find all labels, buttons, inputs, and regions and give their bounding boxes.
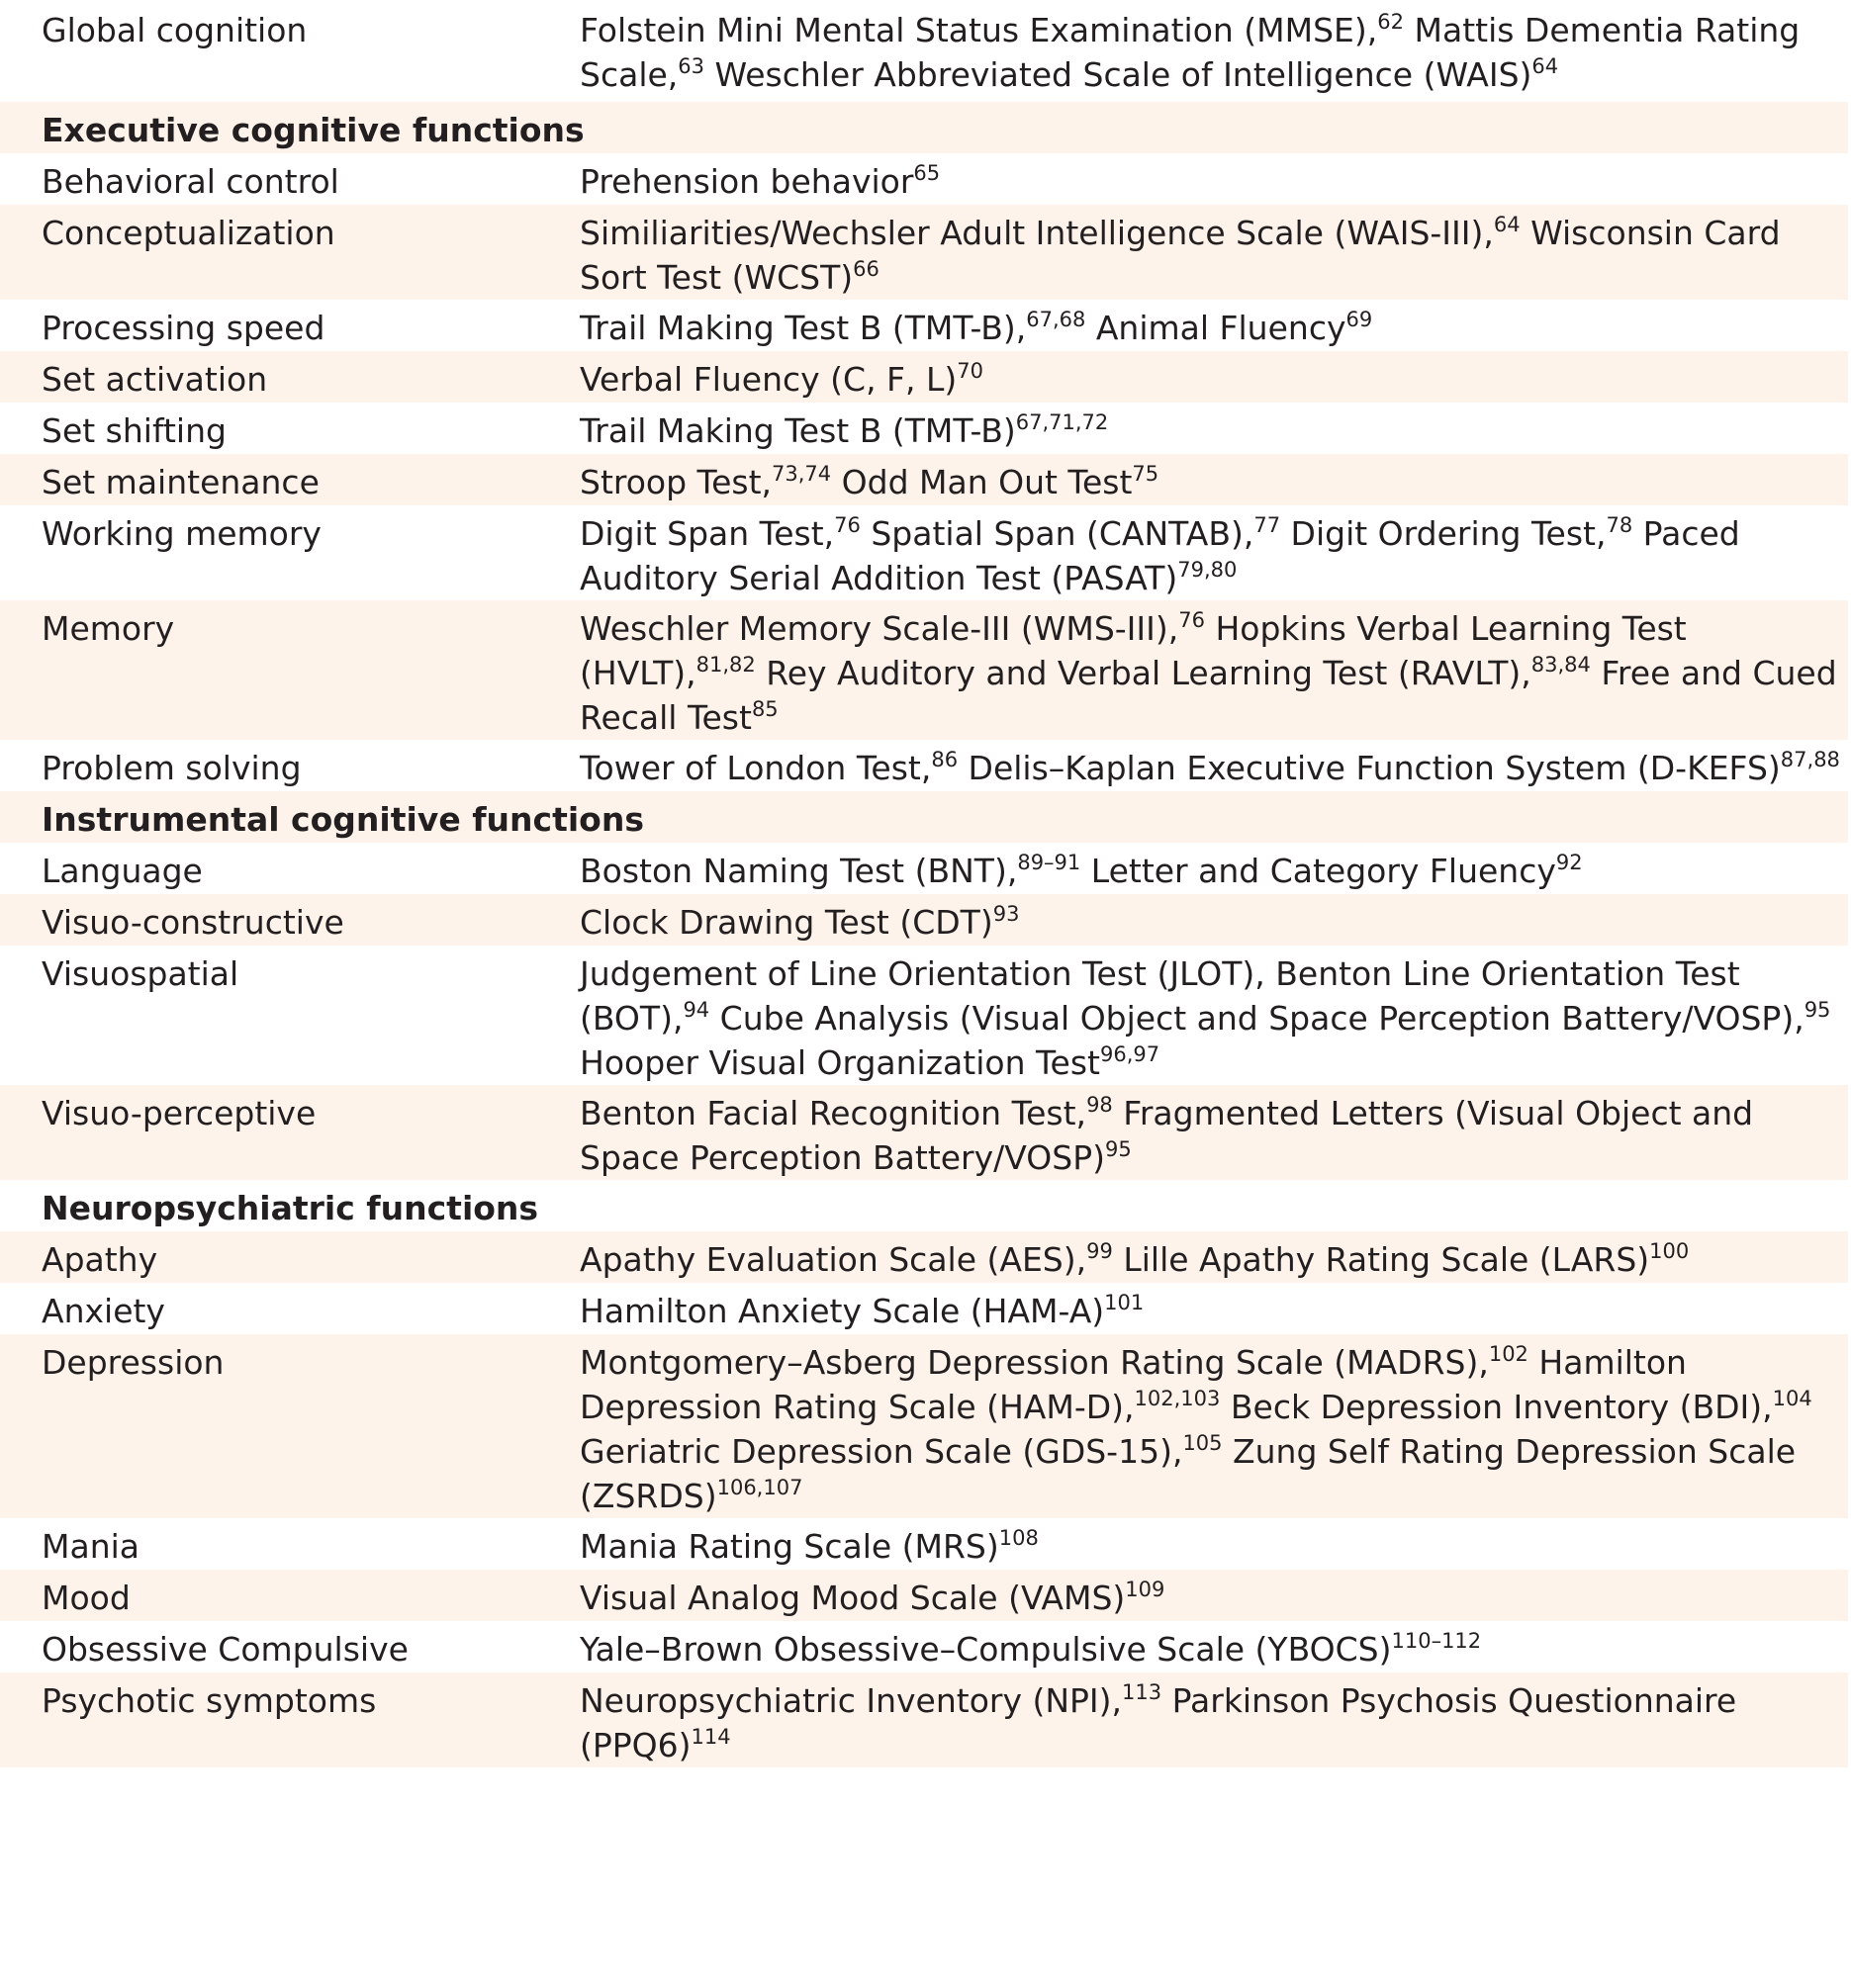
table-row: [0, 946, 1848, 1085]
function-label: Processing speed: [42, 309, 325, 347]
test-name: Similiarities/Wechsler Adult Intelligence Scale (WAIS-III),: [580, 214, 1494, 252]
test-name: Digit Ordering Test,: [1280, 514, 1607, 553]
function-label: Set shifting: [42, 411, 227, 450]
reference-superscript: 73,74: [772, 462, 832, 486]
test-name: Digit Span Test,: [580, 514, 835, 553]
test-list-cell: [580, 1518, 1848, 1570]
section-heading: Executive cognitive functions: [42, 111, 585, 149]
reference-superscript: 98: [1086, 1093, 1113, 1117]
test-name: Rey Auditory and Verbal Learning Test (RAVLT),: [755, 654, 1531, 692]
function-label: Obsessive Compulsive: [42, 1630, 409, 1669]
test-list-cell: [580, 1334, 1848, 1518]
reference-superscript: 69: [1345, 308, 1373, 331]
reference-superscript: 64: [1493, 213, 1521, 236]
test-list-cell: [580, 946, 1848, 1085]
reference-superscript: 108: [998, 1526, 1039, 1550]
test-name: Tower of London Test,: [580, 749, 932, 787]
function-label: Psychotic symptoms: [42, 1681, 377, 1720]
test-name: Fragmented Letters (Visual Object and Space Perception Battery/VOSP): [580, 1094, 1754, 1177]
reference-superscript: 110–112: [1391, 1629, 1482, 1653]
reference-superscript: 83,84: [1530, 653, 1591, 677]
test-list-cell: [580, 0, 1848, 102]
table-row: [0, 1621, 1848, 1672]
test-list-cell: [580, 894, 1848, 946]
test-name: Zung Self Rating Depression Scale (ZSRDS): [580, 1432, 1797, 1515]
test-name: Verbal Fluency (C, F, L): [580, 360, 958, 399]
table-row: [0, 403, 1848, 454]
reference-superscript: 79,80: [1177, 558, 1238, 582]
reference-superscript: 65: [913, 161, 941, 185]
table-row: [0, 454, 1848, 505]
function-label: Conceptualization: [42, 214, 335, 252]
test-name: Stroop Test,: [580, 463, 773, 501]
table-row: [0, 740, 1848, 791]
test-name: Prehension behavior: [580, 162, 914, 201]
reference-superscript: 93: [992, 902, 1020, 926]
reference-superscript: 64: [1531, 54, 1559, 78]
test-list-cell: [580, 300, 1848, 351]
table-row: [0, 600, 1848, 740]
reference-superscript: 104: [1772, 1387, 1812, 1410]
reference-superscript: 100: [1649, 1239, 1690, 1263]
test-name: Animal Fluency: [1085, 309, 1346, 347]
test-name: Odd Man Out Test: [831, 463, 1133, 501]
table-row: [0, 505, 1848, 600]
test-list-cell: [580, 843, 1848, 894]
test-list-cell: [580, 1672, 1848, 1767]
function-label: Behavioral control: [42, 162, 339, 201]
reference-superscript: 78: [1606, 513, 1633, 537]
table-row: [0, 1518, 1848, 1570]
test-list-cell: [580, 1570, 1848, 1621]
reference-superscript: 76: [1178, 608, 1205, 632]
test-name: Geriatric Depression Scale (GDS-15),: [580, 1432, 1183, 1471]
test-list-cell: [580, 1621, 1848, 1672]
function-label: Anxiety: [42, 1292, 165, 1330]
test-name: Benton Facial Recognition Test,: [580, 1094, 1087, 1132]
reference-superscript: 95: [1104, 1137, 1132, 1161]
test-name: Letter and Category Fluency: [1080, 852, 1556, 890]
table-row: [0, 153, 1848, 205]
test-name: Hamilton Anxiety Scale (HAM-A): [580, 1292, 1105, 1330]
test-list-cell: [580, 153, 1848, 205]
function-label: Set maintenance: [42, 463, 320, 501]
reference-superscript: 94: [683, 998, 710, 1022]
function-label: Apathy: [42, 1240, 158, 1279]
reference-superscript: 113: [1122, 1680, 1162, 1704]
test-name: Hopkins Verbal Learning Test (HVLT),: [580, 609, 1687, 692]
reference-superscript: 96,97: [1099, 1042, 1160, 1066]
reference-superscript: 66: [853, 257, 879, 281]
reference-superscript: 62: [1377, 10, 1405, 34]
test-name: Parkinson Psychosis Questionnaire (PPQ6): [580, 1681, 1737, 1764]
section-header-row: [0, 791, 1848, 843]
test-list-cell: [580, 505, 1848, 600]
table-row: [0, 1570, 1848, 1621]
reference-superscript: 81,82: [695, 653, 756, 677]
reference-superscript: 106,107: [716, 1476, 803, 1499]
test-name: Folstein Mini Mental Status Examination (MMSE),: [580, 11, 1378, 49]
test-name: Spatial Span (CANTAB),: [860, 514, 1254, 553]
function-label: Mood: [42, 1579, 131, 1617]
reference-superscript: 89–91: [1017, 851, 1081, 874]
section-heading: Neuropsychiatric functions: [42, 1189, 539, 1227]
reference-superscript: 86: [931, 748, 959, 771]
table-row: [0, 1231, 1848, 1283]
test-name: Yale–Brown Obsessive–Compulsive Scale (YBOCS): [580, 1630, 1392, 1669]
reference-superscript: 95: [1804, 998, 1831, 1022]
test-list-cell: [580, 205, 1848, 300]
reference-superscript: 63: [678, 54, 705, 78]
test-list-cell: [580, 1283, 1848, 1334]
table-row: [0, 205, 1848, 300]
table-row: [0, 843, 1848, 894]
function-label: Depression: [42, 1343, 225, 1382]
test-name: Neuropsychiatric Inventory (NPI),: [580, 1681, 1123, 1720]
function-label: Visuo-constructive: [42, 903, 344, 942]
test-list-cell: [580, 740, 1848, 791]
reference-superscript: 70: [957, 359, 984, 383]
reference-superscript: 114: [691, 1725, 731, 1749]
reference-superscript: 67,71,72: [1015, 410, 1109, 434]
function-label: Language: [42, 852, 203, 890]
reference-superscript: 85: [751, 697, 779, 721]
reference-superscript: 102,103: [1134, 1387, 1221, 1410]
reference-superscript: 101: [1104, 1291, 1145, 1314]
reference-superscript: 87,88: [1780, 748, 1840, 771]
test-name: Weschler Abbreviated Scale of Intelligence (WAIS): [704, 55, 1532, 94]
function-label: Memory: [42, 609, 175, 648]
section-header-row: [0, 102, 1848, 153]
test-name: Visual Analog Mood Scale (VAMS): [580, 1579, 1126, 1617]
table-row: [0, 894, 1848, 946]
test-list-cell: [580, 403, 1848, 454]
table-row: [0, 0, 1848, 102]
test-name: Hooper Visual Organization Test: [580, 1043, 1100, 1082]
function-label: Visuo-perceptive: [42, 1094, 317, 1132]
test-list-cell: [580, 1085, 1848, 1180]
reference-superscript: 92: [1555, 851, 1583, 874]
test-name: Beck Depression Inventory (BDI),: [1220, 1388, 1773, 1426]
reference-superscript: 102: [1488, 1342, 1528, 1366]
test-list-cell: [580, 600, 1848, 740]
test-name: Hamilton Depression Rating Scale (HAM-D),: [580, 1343, 1687, 1426]
test-name: Delis–Kaplan Executive Function System (D-KEFS): [958, 749, 1781, 787]
function-label: Mania: [42, 1527, 139, 1566]
test-name: Trail Making Test B (TMT-B): [580, 411, 1016, 450]
function-label: Visuospatial: [42, 954, 239, 993]
test-name: Lille Apathy Rating Scale (LARS): [1112, 1240, 1650, 1279]
reference-superscript: 67,68: [1026, 308, 1086, 331]
reference-superscript: 77: [1253, 513, 1281, 537]
function-label: Problem solving: [42, 749, 302, 787]
table-row: [0, 1334, 1848, 1518]
section-header-row: [0, 1180, 1848, 1231]
test-name: Trail Making Test B (TMT-B),: [580, 309, 1027, 347]
table-row: [0, 1283, 1848, 1334]
reference-superscript: 105: [1182, 1431, 1223, 1455]
test-name: Boston Naming Test (BNT),: [580, 852, 1018, 890]
test-name: Wisconsin Card Sort Test (WCST): [580, 214, 1781, 297]
test-name: Montgomery–Asberg Depression Rating Scale (MADRS),: [580, 1343, 1489, 1382]
test-name: Judgement of Line Orientation Test (JLOT), Benton Line Orientation Test (BOT),: [580, 954, 1740, 1038]
test-list-cell: [580, 454, 1848, 505]
function-label: Working memory: [42, 514, 322, 553]
test-name: Mania Rating Scale (MRS): [580, 1527, 999, 1566]
test-list-cell: [580, 351, 1848, 403]
test-name: Cube Analysis (Visual Object and Space Perception Battery/VOSP),: [709, 999, 1805, 1038]
section-heading: Instrumental cognitive functions: [42, 800, 644, 839]
table-row: [0, 1672, 1848, 1767]
table-row: [0, 1085, 1848, 1180]
table-row: [0, 351, 1848, 403]
function-label: Global cognition: [42, 11, 308, 49]
test-name: Free and Cued Recall Test: [580, 654, 1837, 737]
test-name: Mattis Dementia Rating Scale,: [580, 11, 1801, 94]
test-name: Paced Auditory Serial Addition Test (PASAT): [580, 514, 1740, 597]
test-name: Apathy Evaluation Scale (AES),: [580, 1240, 1087, 1279]
test-name: Weschler Memory Scale-III (WMS-III),: [580, 609, 1179, 648]
reference-superscript: 75: [1132, 462, 1159, 486]
reference-superscript: 109: [1125, 1578, 1165, 1601]
test-name: Clock Drawing Test (CDT): [580, 903, 993, 942]
reference-superscript: 99: [1086, 1239, 1113, 1263]
function-label: Set activation: [42, 360, 268, 399]
table-row: [0, 300, 1848, 351]
reference-superscript: 76: [834, 513, 861, 537]
test-list-cell: [580, 1231, 1848, 1283]
